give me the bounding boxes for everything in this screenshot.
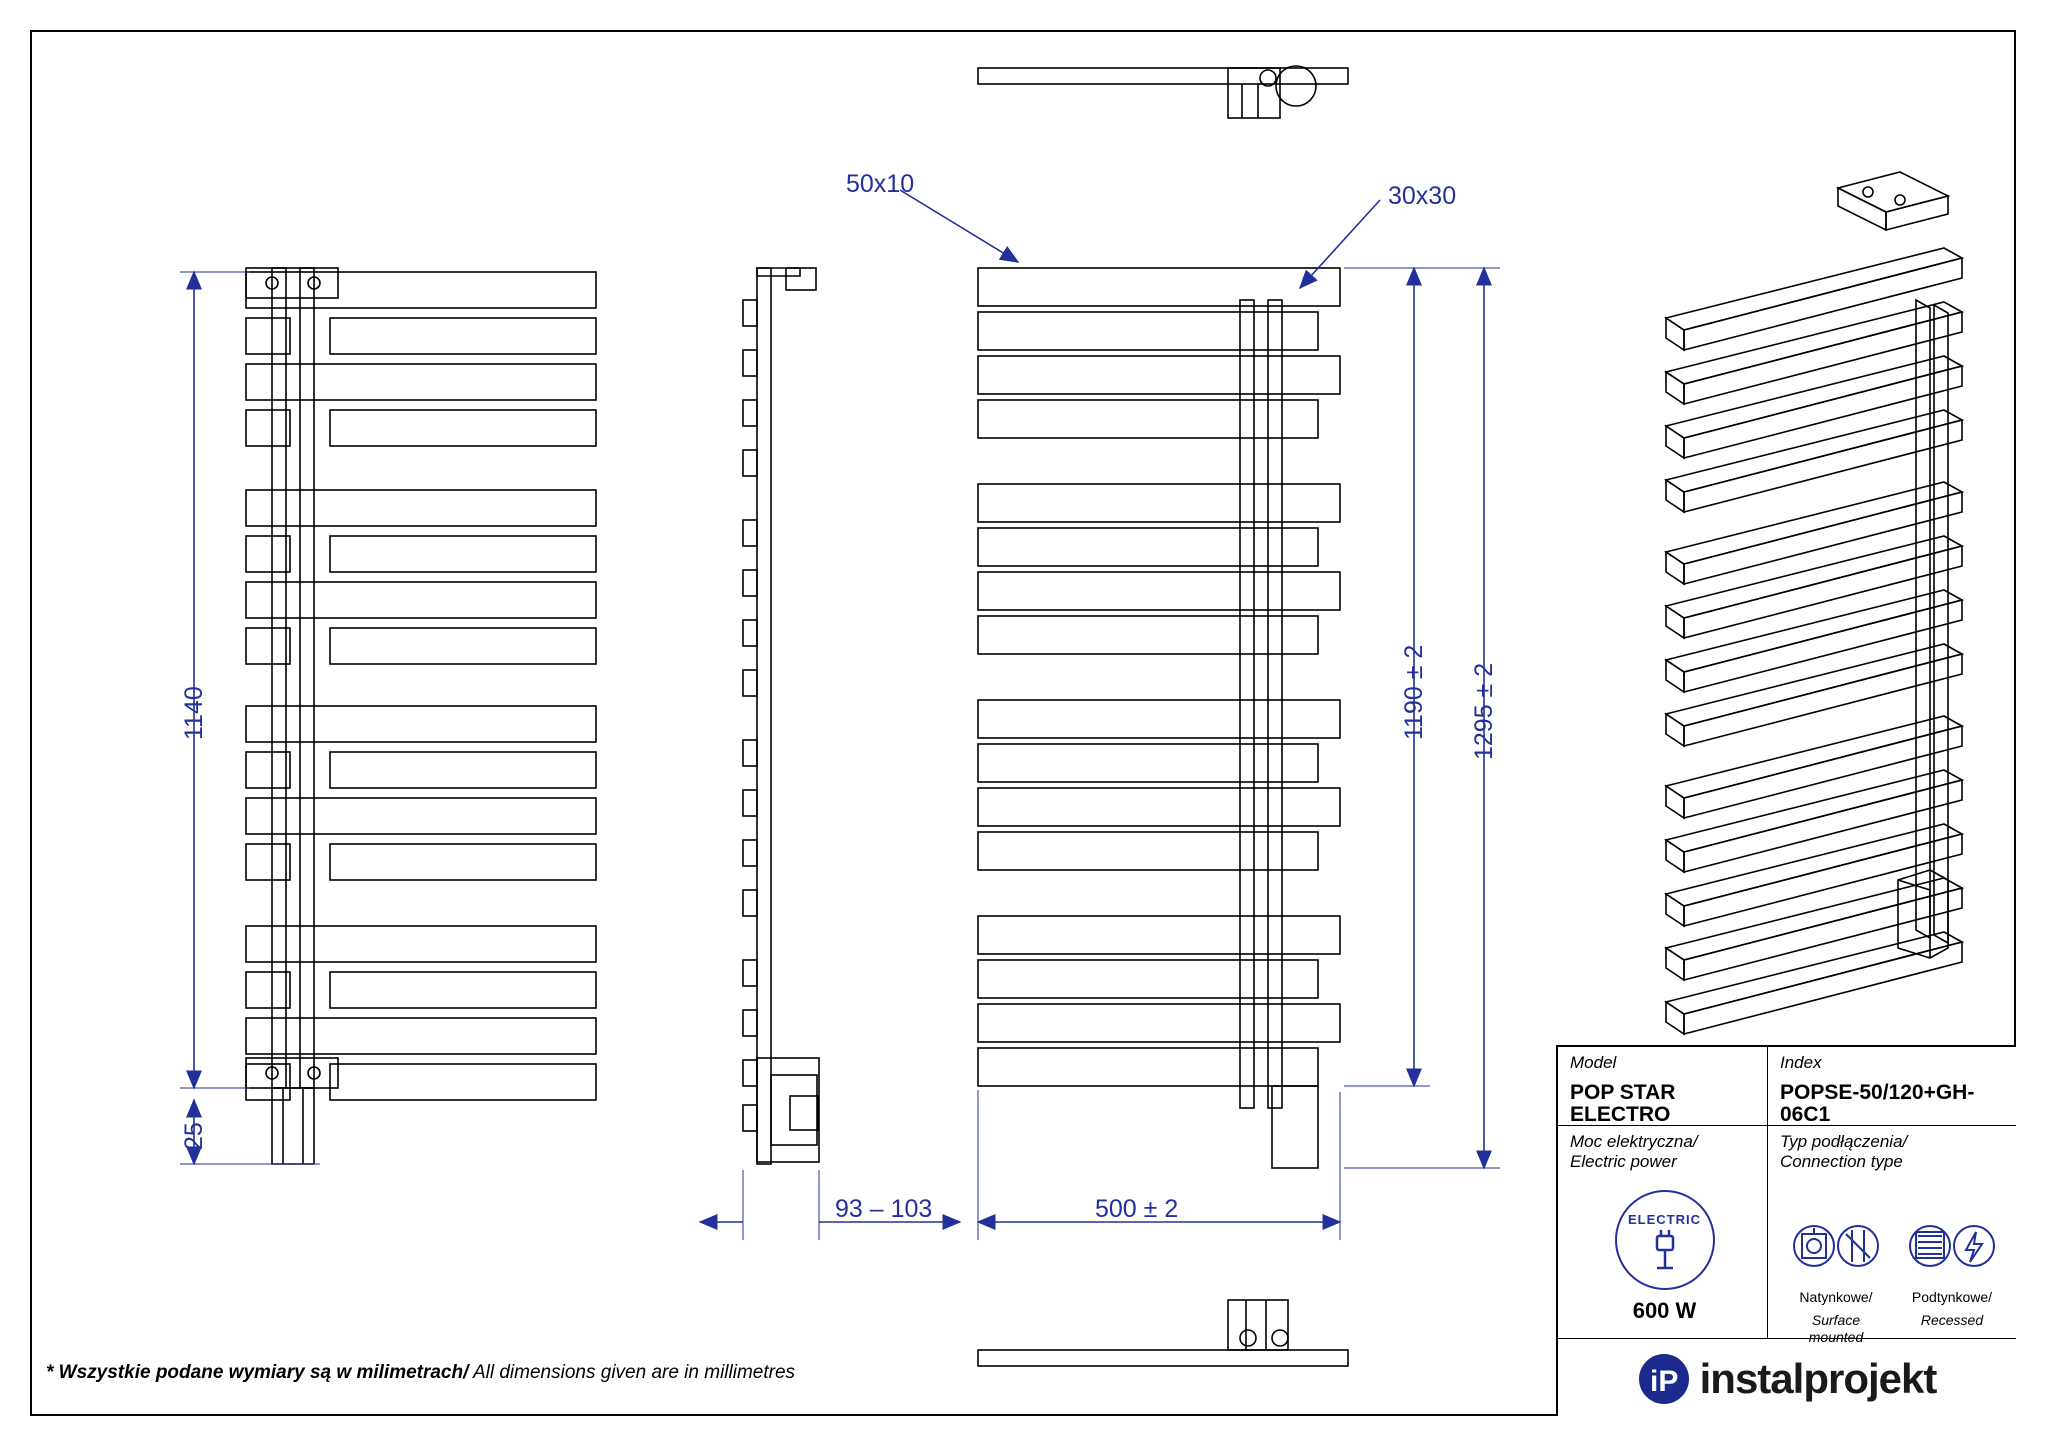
dimension-height-1190: 1190 ± 2	[1400, 644, 1428, 740]
connection-caption-pl: Typ podłączenia/	[1780, 1132, 1908, 1151]
dimension-height-1295: 1295 ± 2	[1470, 662, 1498, 760]
footnote-en: All dimensions given are in millimetres	[472, 1362, 796, 1383]
surface-mounted-label-en: Surface mounted	[1808, 1312, 1864, 1345]
electric-power-cell	[1558, 1126, 1768, 1338]
power-value: 600 W	[1632, 1298, 1697, 1323]
index-cell	[1768, 1047, 2016, 1125]
title-block-row-logo	[1558, 1339, 2016, 1418]
electric-badge-label: ELECTRIC	[1628, 1212, 1701, 1227]
power-caption-en: Electric power	[1570, 1152, 1677, 1171]
connection-surface-mounted	[1787, 1216, 1885, 1346]
callout-profile-50x10: 50x10	[846, 170, 915, 198]
instalprojekt-logo-text: instalprojekt	[1699, 1354, 1937, 1402]
dimension-depth-93-103: 93 – 103	[835, 1195, 933, 1223]
dimension-height-1140: 1140	[180, 686, 208, 740]
power-caption-pl: Moc elektryczna/	[1570, 1132, 1698, 1151]
recessed-label-en: Recessed	[1920, 1312, 1984, 1328]
title-block-row-model	[1558, 1047, 2016, 1126]
recessed-label-pl: Podtynkowe/	[1911, 1289, 1993, 1305]
dimension-width-500: 500 ± 2	[1095, 1195, 1179, 1223]
surface-mounted-icon	[1790, 1216, 1882, 1278]
model-value: POP STAR ELECTRO	[1570, 1081, 1676, 1126]
footnote-pl: * Wszystkie podane wymiary są w milimetrach/	[46, 1362, 469, 1383]
index-caption: Index	[1780, 1053, 1822, 1072]
recessed-icon	[1906, 1216, 1998, 1278]
connection-caption-en: Connection type	[1780, 1152, 1903, 1171]
instalprojekt-logo-icon	[1638, 1353, 1690, 1405]
surface-mounted-label-pl: Natynkowe/	[1799, 1289, 1873, 1305]
index-value: POPSE-50/120+GH-06C1	[1780, 1081, 1975, 1126]
dimension-offset-25: 25	[180, 1122, 208, 1150]
title-block	[1556, 1045, 2016, 1416]
connection-recessed	[1903, 1216, 2001, 1346]
footnote	[46, 1362, 795, 1384]
callout-profile-30x30: 30x30	[1388, 182, 1457, 210]
svg-text:iP: iP	[1649, 1364, 1678, 1398]
connection-type-cell	[1768, 1126, 2016, 1345]
model-caption: Model	[1570, 1053, 1617, 1072]
model-cell	[1558, 1047, 1768, 1125]
title-block-row-specs	[1558, 1126, 2016, 1345]
electric-icon	[1615, 1190, 1715, 1290]
